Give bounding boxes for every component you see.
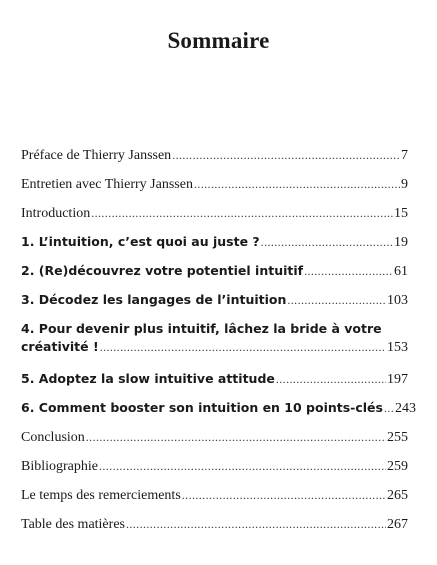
- dot-leader: [384, 399, 394, 417]
- toc-page-number: 153: [387, 340, 408, 355]
- dot-leader: [304, 262, 393, 280]
- dot-leader: [100, 338, 386, 356]
- toc-entry-entretien[interactable]: [21, 175, 408, 194]
- toc-entry-label: 5. Adoptez la slow intuitive attitude: [21, 371, 275, 386]
- toc-entry-table-des-matieres[interactable]: [21, 515, 408, 534]
- dot-leader: [86, 428, 386, 447]
- toc-entry-preface[interactable]: [21, 146, 408, 165]
- toc-page-number: 15: [394, 206, 408, 221]
- toc-page-number: 9: [401, 177, 408, 192]
- toc-entry-chapter-5[interactable]: [21, 370, 408, 389]
- toc-page-number: 19: [394, 235, 408, 250]
- toc-page-number: 103: [387, 293, 408, 308]
- toc-entry-label: 6. Comment booster son intuition en 10 points-clés: [21, 400, 383, 415]
- dot-leader: [276, 370, 386, 388]
- toc-entry-chapter-2[interactable]: [21, 262, 408, 281]
- toc-entry-conclusion[interactable]: [21, 428, 408, 447]
- toc-entry-label: Introduction: [21, 206, 91, 221]
- toc-entry-label: Entretien avec Thierry Janssen: [21, 177, 193, 192]
- toc-entry-label: Le temps des remerciements: [21, 488, 181, 503]
- toc-entry-remerciements[interactable]: [21, 486, 408, 505]
- toc-entry-chapter-1[interactable]: [21, 233, 408, 252]
- toc-page-number: 259: [387, 459, 408, 474]
- toc-entry-introduction[interactable]: [21, 204, 408, 223]
- toc-entry-chapter-4[interactable]: [21, 320, 408, 357]
- page-title: Sommaire: [167, 28, 270, 53]
- toc-entry-label: Table des matières: [21, 517, 125, 532]
- toc-entry-label: Bibliographie: [21, 459, 98, 474]
- dot-leader: [99, 457, 386, 476]
- dot-leader: [91, 204, 393, 223]
- toc-entry-label: 1. L’intuition, c’est quoi au juste ?: [21, 234, 260, 249]
- toc-page-number: 243: [394, 401, 416, 416]
- toc-entry-label: Préface de Thierry Janssen: [21, 148, 172, 163]
- toc-entry-label: 2. (Re)découvrez votre potentiel intuitif: [21, 263, 304, 278]
- dot-leader: [194, 175, 400, 194]
- dot-leader: [172, 146, 400, 165]
- toc-entry-label: 3. Décodez les langages de l’intuition: [21, 292, 287, 307]
- toc-page-number: 61: [394, 264, 408, 279]
- toc-entry-chapter-6[interactable]: [21, 399, 416, 418]
- toc-entry-label: Conclusion: [21, 430, 85, 445]
- dot-leader: [261, 233, 393, 251]
- toc-entry-label-line-1: 4. Pour devenir plus intuitif, lâchez la bride à votre: [21, 321, 382, 336]
- toc-entry-label-line-2: créativité !: [21, 339, 99, 354]
- dot-leader: [126, 515, 386, 534]
- dot-leader: [182, 486, 386, 505]
- toc-page-number: 255: [387, 430, 408, 445]
- toc-page-number: 197: [387, 372, 408, 387]
- toc-page-number: 7: [401, 148, 408, 163]
- toc-entry-chapter-3[interactable]: [21, 291, 408, 310]
- toc-page-number: 267: [387, 517, 408, 532]
- toc-entry-bibliographie[interactable]: [21, 457, 408, 476]
- toc-page-number: 265: [387, 488, 408, 503]
- dot-leader: [287, 291, 386, 309]
